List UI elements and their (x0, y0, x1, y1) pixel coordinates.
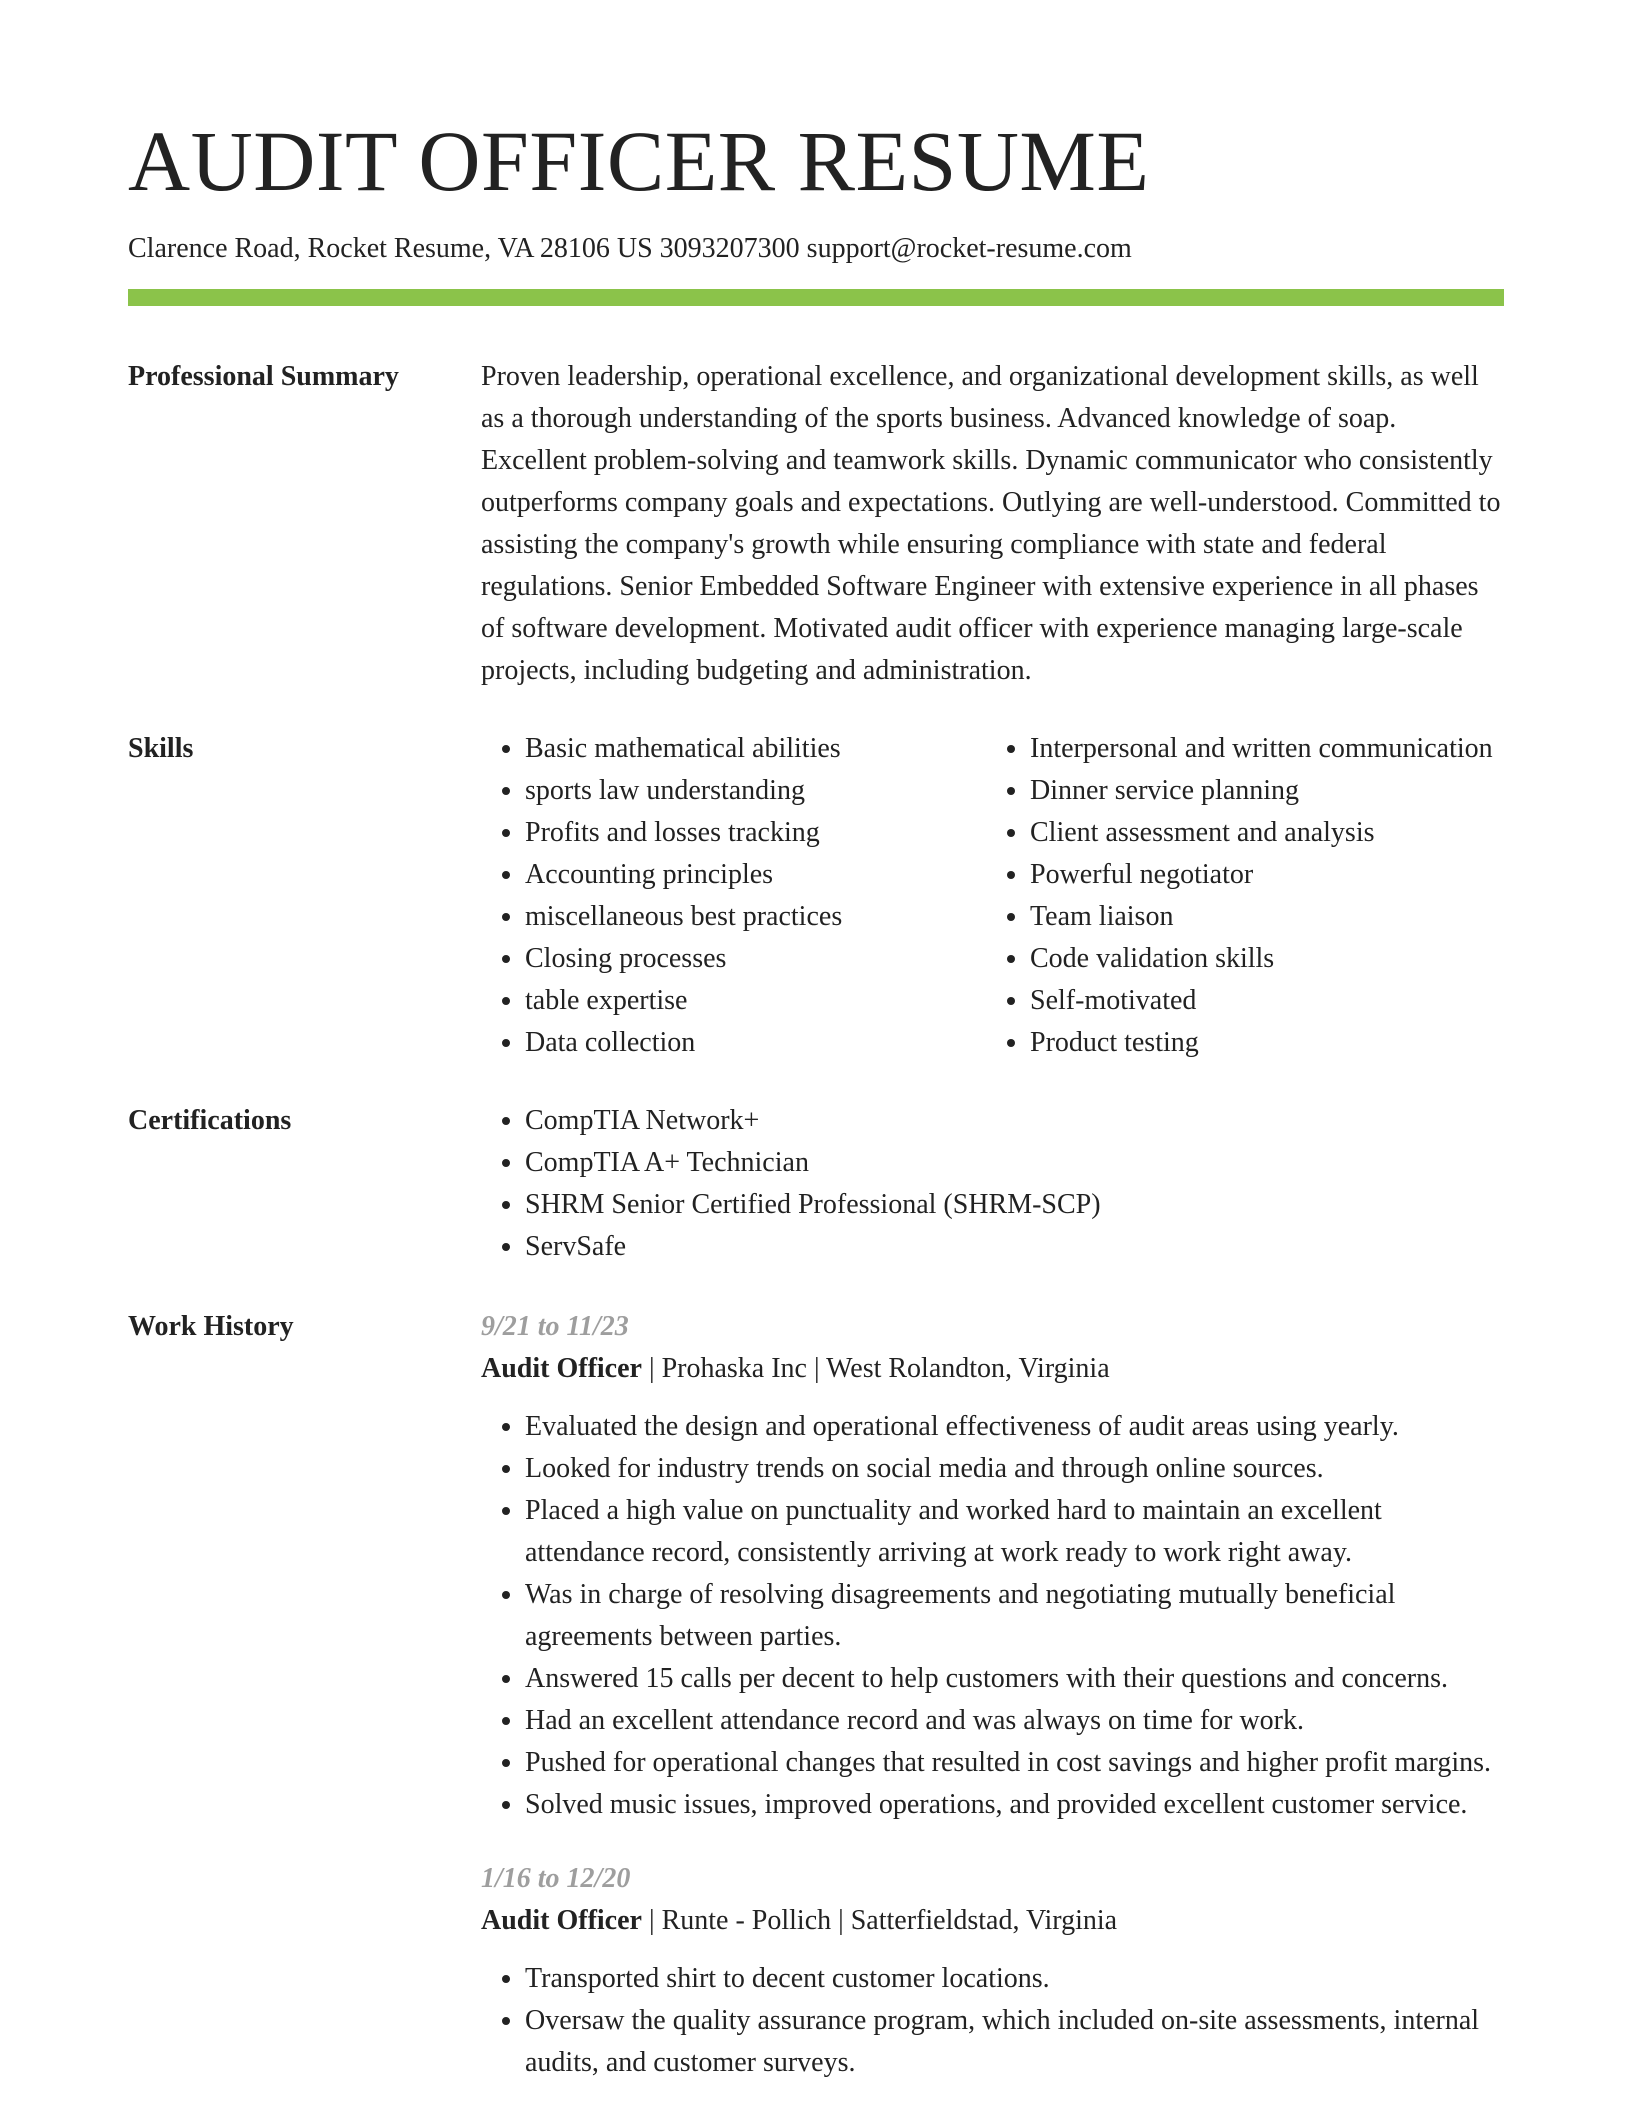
job-bullet: • Transported shirt to decent customer locations. (525, 1958, 1504, 2000)
job-title: Audit Officer (481, 1352, 642, 1384)
skill-item: • Code validation skills (1030, 938, 1504, 980)
skill-item: • Client assessment and analysis (1030, 812, 1504, 854)
skills-section (128, 728, 1504, 1064)
job-bullet: • Placed a high value on punctuality and worked hard to maintain an excellent attendance record, consistently arriving at work ready to work right away. (525, 1490, 1504, 1574)
certification-item: • SHRM Senior Certified Professional (SHRM-SCP) (525, 1184, 1504, 1226)
job-bullet: • Oversaw the quality assurance program, which included on-site assessments, internal audits, and customer surveys. (525, 2000, 1504, 2084)
certification-item: • CompTIA Network+ (525, 1100, 1504, 1142)
job-dates: 9/21 to 11/23 (481, 1310, 629, 1342)
skill-item: • Powerful negotiator (1030, 854, 1504, 896)
certifications-list (481, 1100, 1504, 1268)
job-bullet: • Answered 15 calls per decent to help customers with their questions and concerns. (525, 1658, 1504, 1700)
summary-section (128, 356, 1504, 692)
certifications-section (128, 1100, 1504, 1268)
skill-item: • Self-motivated (1030, 980, 1504, 1022)
skill-item: • table expertise (525, 980, 986, 1022)
job-heading (481, 1900, 1504, 1942)
job-entry (481, 1306, 1504, 1826)
skill-item: • Closing processes (525, 938, 986, 980)
skill-item: • Team liaison (1030, 896, 1504, 938)
job-bullet: • Was in charge of resolving disagreements and negotiating mutually beneficial agreements between parties. (525, 1574, 1504, 1658)
summary-label: Professional Summary (128, 360, 399, 392)
job-bullet: • Evaluated the design and operational effectiveness of audit areas using yearly. (525, 1406, 1504, 1448)
skill-item: • Basic mathematical abilities (525, 728, 986, 770)
job-dates: 1/16 to 12/20 (481, 1862, 631, 1894)
skills-list-left (481, 728, 986, 1064)
skill-item: • miscellaneous best practices (525, 896, 986, 938)
skill-item: • Accounting principles (525, 854, 986, 896)
skill-item: • Dinner service planning (1030, 770, 1504, 812)
job-details: | Prohaska Inc | West Rolandton, Virginia (641, 1352, 1110, 1384)
job-details: | Runte - Pollich | Satterfieldstad, Virginia (641, 1904, 1118, 1936)
skill-item: • sports law understanding (525, 770, 986, 812)
job-bullet: • Had an excellent attendance record and was always on time for work. (525, 1700, 1504, 1742)
work-history-label: Work History (128, 1310, 294, 1342)
work-history-section (128, 1306, 1504, 2084)
resume-title: AUDIT OFFICER RESUME (128, 113, 1150, 209)
job-bullet: • Solved music issues, improved operations, and provided excellent customer service. (525, 1784, 1504, 1826)
job-bullet: • Looked for industry trends on social media and through online sources. (525, 1448, 1504, 1490)
skill-item: • Profits and losses tracking (525, 812, 986, 854)
certification-item: • CompTIA A+ Technician (525, 1142, 1504, 1184)
job-bullets (481, 1958, 1504, 2084)
contact-line: Clarence Road, Rocket Resume, VA 28106 US 3093207300 support@rocket-resume.com (128, 233, 1132, 264)
job-bullets (481, 1406, 1504, 1826)
accent-divider (128, 289, 1504, 306)
certification-item: • ServSafe (525, 1226, 1504, 1268)
summary-text: Proven leadership, operational excellence, and organizational development skills, as well as a thorough understanding of the sports business. Advanced knowledge of soap. Excellent problem-solving and teamwork skills. Dynamic communicator who consistently outperforms company goals and expectations. Outlying are well-understood. Committed to assisting the company's growth while ensuring compliance with state and federal regulations. Senior Embedded Software Engineer with extensive experience in all phases of software development. Motivated audit officer with experience managing large-scale projects, including budgeting and administration. (481, 360, 1501, 686)
skills-list-right (986, 728, 1504, 1064)
skill-item: • Data collection (525, 1022, 986, 1064)
skill-item: • Interpersonal and written communication (1030, 728, 1504, 770)
skill-item: • Product testing (1030, 1022, 1504, 1064)
skills-label: Skills (128, 732, 194, 764)
job-heading (481, 1348, 1504, 1390)
job-bullet: • Pushed for operational changes that resulted in cost savings and higher profit margins. (525, 1742, 1504, 1784)
job-entry (481, 1858, 1504, 2084)
certifications-label: Certifications (128, 1104, 292, 1136)
job-title: Audit Officer (481, 1904, 642, 1936)
